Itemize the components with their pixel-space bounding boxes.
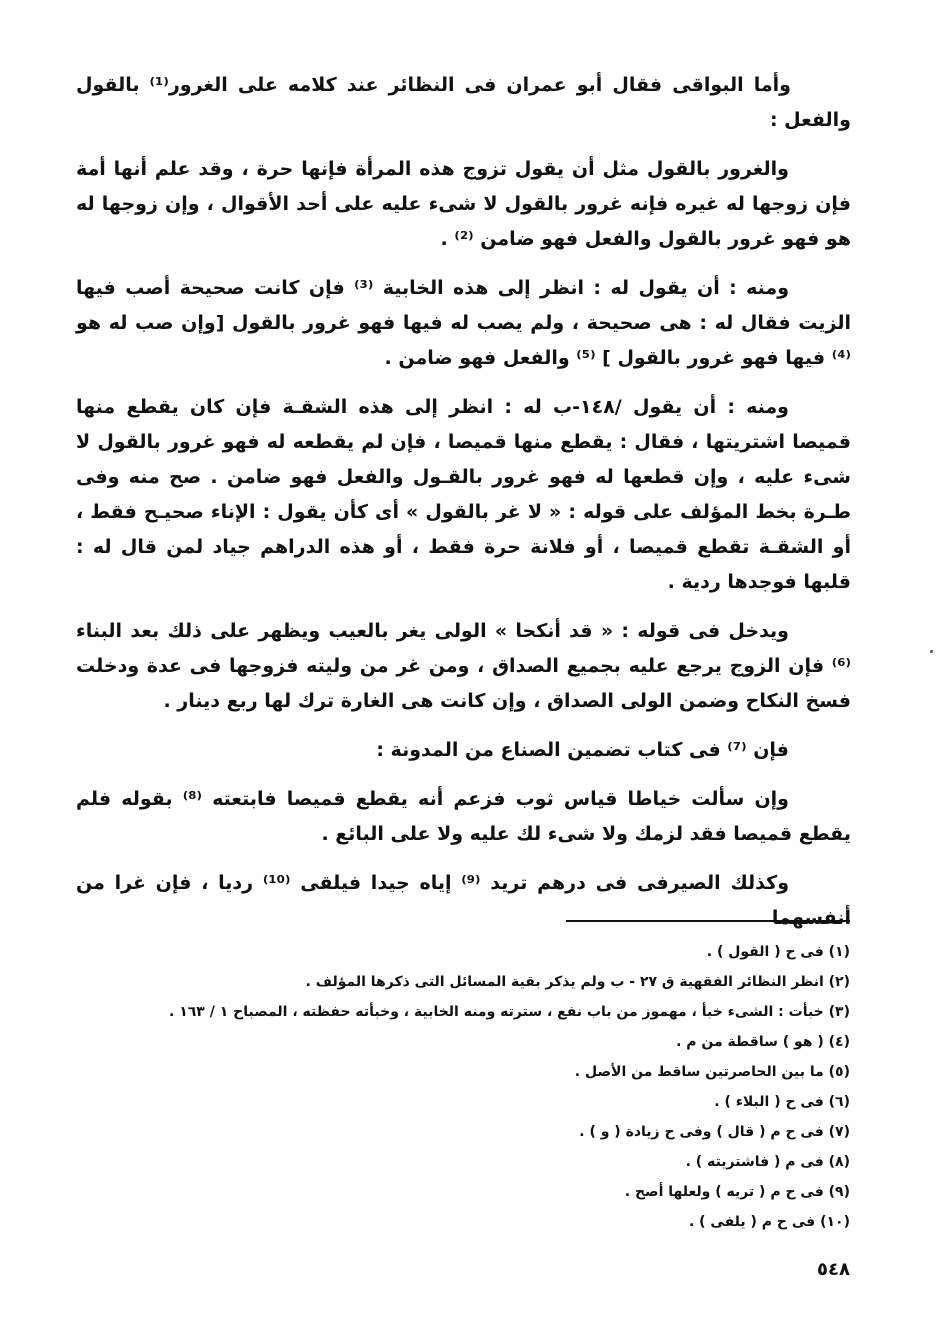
paragraph-4: ومنه : أن يقول /١٤٨-ب له : انظر إلى هذه الشقـة فإن كان يقطع منها قميصا اشتريتها ، فقال : يقطع منها قميصا ، فإن لم يقطعه له فهو غرور بالقول لا شىء عليه ، وإن قطعها له فهو غرور بالقـول والفعل فهو ضامن . صح منه وفى طـرة بخط المؤلف على قوله : « لا غر بالقول » أى كأن يقول : الإناء صحيـح فقط ، أو الشقـة تقطع قميصا ، أو فلانة حرة فقط ، أو هذه الدراهم جياد لمن قال له : قلبها فوجدها ردية . — [76, 396, 851, 593]
footnote-item: (١٠) فى ح م ( يلفى ) . — [688, 1214, 850, 1230]
paragraph-2: والغرور بالقول مثل أن يقول تزوج هذه المرأة فإنها حرة ، وقد علم أنها أمة فإن زوجها له غيره فإنه غرور بالقول لا شىء عليه على أحد الأقوال ، وإن زوجها له هو فهو غرور بالقول والفعل فهو ضامن ⁽²⁾ . — [76, 158, 851, 250]
main-text — [76, 68, 851, 950]
footnote-item: (٧) فى ح م ( قال ) وفى ح زيادة ( و ) . — [579, 1124, 850, 1140]
footnotes-list — [80, 937, 850, 1237]
footnote-item: (٤) ( هو ) ساقطة من م . — [676, 1034, 850, 1050]
scan-speck — [930, 650, 933, 653]
footnote-item: (٥) ما بين الحاصرتين ساقط من الأصل . — [574, 1064, 850, 1080]
paragraph-1: وأما البواقى فقال أبو عمران فى النظائر عند كلامه على الغرور⁽¹⁾ بالقول والفعل : — [76, 74, 851, 131]
paragraph-6: فإن ⁽⁷⁾ فى كتاب تضمين الصناع من المدونة : — [376, 739, 789, 761]
footnote-item: (٨) فى م ( فاشتريته ) . — [685, 1154, 850, 1170]
footnote-item: (٣) خبأت : الشىء خبأ ، مهموز من باب نفع ، سترته ومنه الخابية ، وخبأته حفظته ، المصباح ١ / ١٦٣ . — [169, 1004, 850, 1020]
footnote-divider — [566, 920, 850, 922]
paragraph-7: وإن سألت خياطا قياس ثوب فزعم أنه يقطع قميصا فابتعته ⁽⁸⁾ بقوله فلم يقطع قميصا فقد لزمك ولا شىء لك عليه ولا على البائع . — [76, 788, 851, 845]
paragraph-3: ومنه : أن يقول له : انظر إلى هذه الخابية ⁽³⁾ فإن كانت صحيحة أصب فيها الزيت فقال له : هى صحيحة ، ولم يصب له فيها فهو غرور بالقول [وإن صب له هو ⁽⁴⁾ فيها فهو غرور بالقول ] ⁽⁵⁾ والفعل فهو ضامن . — [76, 277, 851, 369]
paragraph-5: ويدخل فى قوله : « قد أنكحا » الولى يغر بالعيب ويظهر على ذلك بعد البناء ⁽⁶⁾ فإن الزوج يرجع عليه بجميع الصداق ، ومن غر من وليته فزوجها فى عدة ودخلت فسخ النكاح وضمن الولى الصداق ، وإن كانت هى الغارة ترك لها ربع دينار . — [76, 620, 851, 712]
page-number: ٥٤٨ — [817, 1259, 850, 1280]
footnote-item: (١) فى ح ( القول ) . — [706, 944, 850, 960]
paragraph-8: وكذلك الصيرفى فى درهم تريد ⁽⁹⁾ إياه جيدا فيلقى ⁽¹⁰⁾ رديا ، فإن غرا من أنفسهما — [76, 872, 851, 929]
footnote-item: (٢) انظر النظائر الفقهية ق ٢٧ - ب ولم يذكر بقية المسائل التى ذكرها المؤلف . — [305, 974, 850, 990]
footnote-item: (٦) فى ح ( البلاء ) . — [714, 1094, 850, 1110]
footnote-item: (٩) فى ح م ( تريه ) ولعلها أصح . — [624, 1184, 850, 1200]
